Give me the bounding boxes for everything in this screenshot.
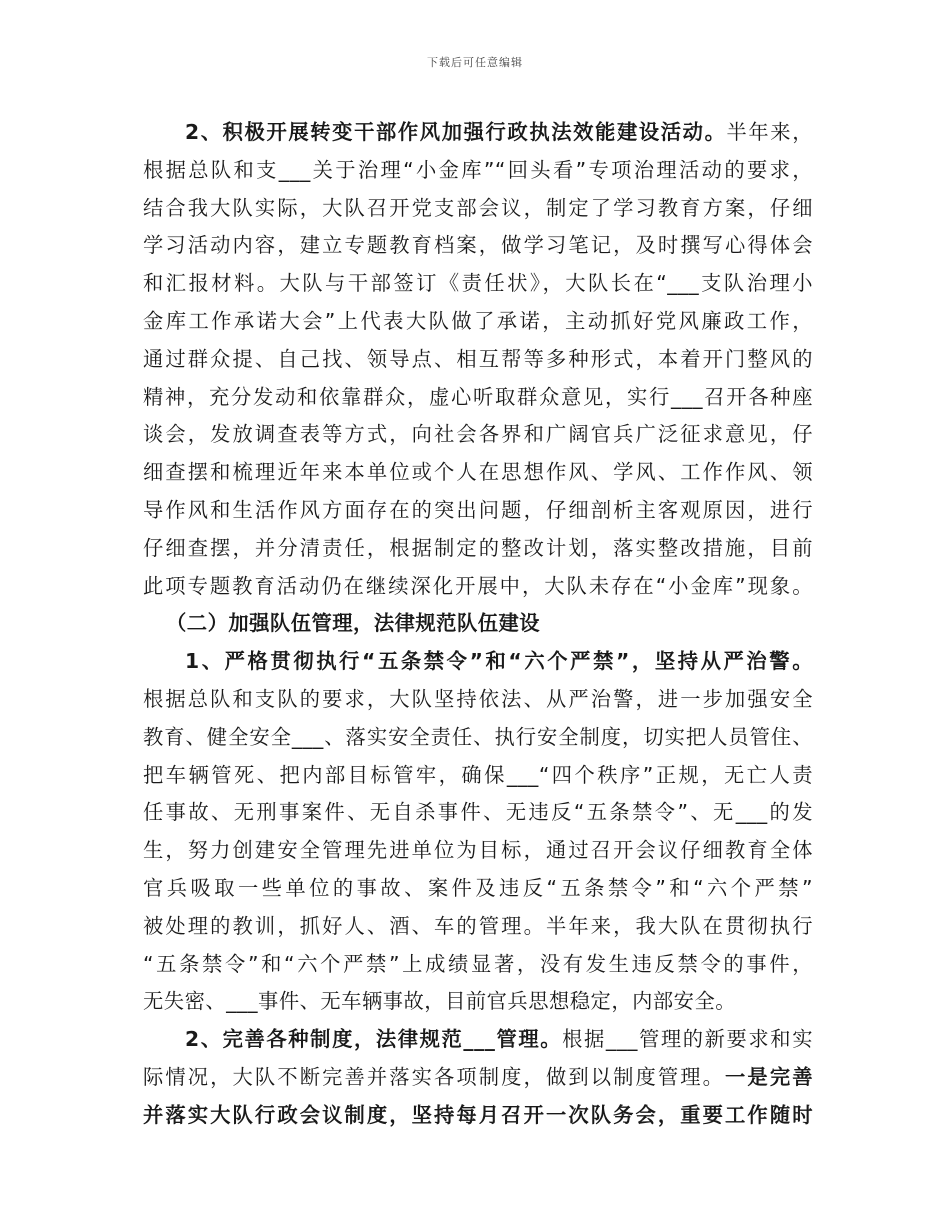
text-line: 导作风和生活作风方面存在的突出问题，仔细剖析主客观原因，进行 [143, 497, 813, 522]
text-line: 细查摆和梳理近年来本单位或个人在思想作风、学风、工作作风、领 [143, 460, 813, 485]
text-line: 无失密、___事件、无车辆事故，目前官兵思想稳定，内部安全。 [143, 989, 737, 1014]
text-line: 把车辆管死、把内部目标管牢，确保___“四个秩序”正规，无亡人责 [143, 762, 813, 787]
text-line: （二）加强队伍管理，法律规范队伍建设 [166, 611, 541, 636]
text-line: 教育、健全安全___、落实安全责任、执行安全制度，切实把人员管住、 [143, 724, 813, 749]
text-line: 根据总队和支队的要求，大队坚持依法、从严治警，进一步加强安全 [143, 686, 813, 711]
text-line: 际情况，大队不断完善并落实各项制度，做到以制度管理。一是完善 [143, 1064, 813, 1089]
bold-phrase: 2、完善各种制度，法律规范___管理。 [185, 1027, 563, 1052]
text-line: 谈会，发放调查表等方式，向社会各界和广阔官兵广泛征求意见，仔 [143, 422, 813, 447]
text-line: 通过群众提、自己找、领导点、相互帮等多种形式，本着开门整风的 [143, 346, 813, 371]
text-line: 精神，充分发动和依靠群众，虚心听取群众意见，实行___召开各种座 [143, 384, 813, 409]
text-line: 结合我大队实际，大队召开党支部会议，制定了学习教育方案，仔细 [143, 195, 813, 220]
text-line: 官兵吸取一些单位的事故、案件及违反“五条禁令”和“六个严禁” [143, 875, 813, 900]
text-line: 此项专题教育活动仍在继续深化开展中，大队未存在“小金库”现象。 [143, 573, 813, 598]
text-line: “五条禁令”和“六个严禁”上成绩显著，没有发生违反禁令的事件， [143, 951, 813, 976]
bold-phrase: 2、积极开展转变干部作风加强行政执法效能建设活动。 [185, 120, 727, 144]
text-line: 1、严格贯彻执行“五条禁令”和“六个严禁”，坚持从严治警。 [185, 649, 813, 674]
text-line: 2、完善各种制度，法律规范___管理。根据___管理的新要求和实 [185, 1027, 813, 1052]
bold-phrase: 一是完善 [725, 1064, 813, 1089]
text-line: 2、积极开展转变干部作风加强行政执法效能建设活动。半年来， [185, 120, 813, 144]
text-line: 并落实大队行政会议制度，坚持每月召开一次队务会，重要工作随时 [143, 1102, 813, 1127]
page-header: 下载后可任意编辑 [427, 56, 523, 69]
text-line: 仔细查摆，并分清责任，根据制定的整改计划，落实整改措施，目前 [143, 535, 813, 560]
text-line: 任事故、无刑事案件、无自杀事件、无违反“五条禁令”、无___的发 [143, 800, 813, 825]
text-line: 根据总队和支___关于治理“小金库”“回头看”专项治理活动的要求， [143, 157, 813, 182]
text-line: 和汇报材料。大队与干部签订《责任状》，大队长在“___支队治理小 [143, 271, 813, 296]
document-body [143, 114, 813, 1135]
text-line: 学习活动内容，建立专题教育档案，做学习笔记，及时撰写心得体会 [143, 233, 813, 258]
text-line: 金库工作承诺大会”上代表大队做了承诺，主动抓好党风廉政工作， [143, 308, 813, 333]
text-line: 被处理的教训，抓好人、酒、车的管理。半年来，我大队在贯彻执行 [143, 913, 813, 938]
text-line: 生，努力创建安全管理先进单位为目标，通过召开会议仔细教育全体 [143, 838, 813, 863]
